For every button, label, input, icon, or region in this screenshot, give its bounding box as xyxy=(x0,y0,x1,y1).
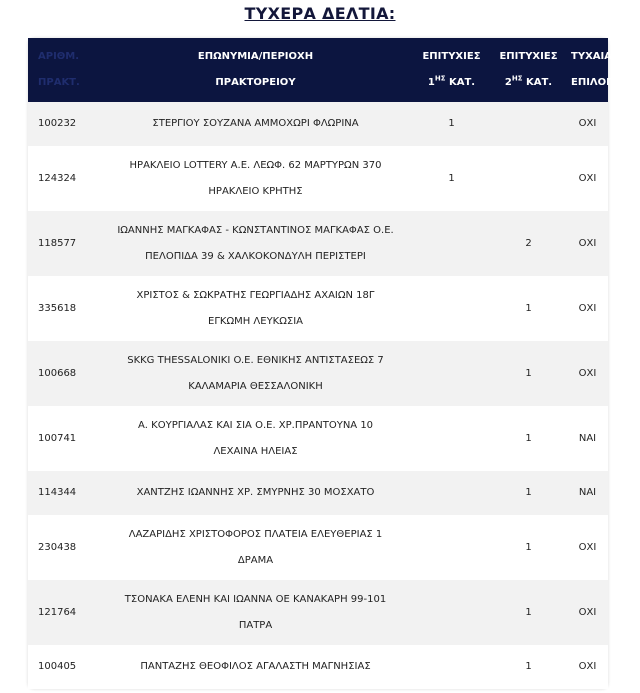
cell-second-category xyxy=(490,146,567,211)
table-row xyxy=(28,471,608,515)
cell-agency-number: 121764 xyxy=(38,606,77,618)
header-second-category-line2 xyxy=(494,70,563,96)
cell-second-category: 1 xyxy=(525,432,532,444)
cell-first-category xyxy=(413,515,490,580)
cell-agency-name-line2: ΠΕΛΟΠΙΔΑ 39 & ΧΑΛΚΟΚΟΝΔΥΛΗ ΠΕΡΙΣΤΕΡΙ xyxy=(145,250,366,262)
table-row xyxy=(28,515,608,580)
cell-agency-number: 230438 xyxy=(38,541,77,553)
cell-agency-name-line1: SKKG THESSALONIKI O.E. ΕΘΝΙΚΗΣ ΑΝΤΙΣΤΑΣΕΩΣ 7 xyxy=(127,354,384,366)
cell-random-selection: ΝΑΙ xyxy=(578,432,597,444)
cell-agency-name xyxy=(98,276,413,341)
table-header xyxy=(28,38,621,102)
header-first-category-kat: ΚΑΤ. xyxy=(445,77,476,88)
cell-first-category xyxy=(413,645,490,689)
cell-agency-name-line2: ΚΑΛΑΜΑΡΙΑ ΘΕΣΣΑΛΟΝΙΚΗ xyxy=(188,380,323,392)
cell-random-selection: ΟΧΙ xyxy=(578,606,597,618)
header-first-category-suffix: ΗΣ xyxy=(434,74,446,83)
cell-agency-number: 124324 xyxy=(38,172,77,184)
table-row xyxy=(28,211,608,276)
cell-first-category xyxy=(413,211,490,276)
page-title: ΤΥΧΕΡΑ ΔΕΛΤΙΑ: xyxy=(244,4,396,23)
cell-agency-number: 100668 xyxy=(38,367,77,379)
header-agency-name xyxy=(98,38,413,102)
cell-first-category xyxy=(413,471,490,515)
cell-agency-name xyxy=(98,341,413,406)
header-second-category-wins xyxy=(490,38,567,102)
header-random-selection xyxy=(567,38,621,102)
cell-agency-name-line1: ΧΡΙΣΤΟΣ & ΣΩΚΡΑΤΗΣ ΓΕΩΡΓΙΑΔΗΣ ΑΧΑΙΩΝ 18Γ xyxy=(136,289,375,301)
cell-agency-name-line1: ΛΑΖΑΡΙΔΗΣ ΧΡΙΣΤΟΦΟΡΟΣ ΠΛΑΤΕΙΑ ΕΛΕΥΘΕΡΙΑΣ 1 xyxy=(128,528,383,540)
cell-agency-number: 335618 xyxy=(38,302,77,314)
cell-agency-name-line1: ΗΡΑΚΛΕΙΟ LOTTERY Α.Ε. ΛΕΩΦ. 62 ΜΑΡΤΥΡΩΝ 370 xyxy=(129,159,382,171)
cell-first-category xyxy=(413,276,490,341)
header-second-category-number: 2 xyxy=(504,77,512,88)
header-second-category-kat: ΚΑΤ. xyxy=(522,77,553,88)
cell-agency-name-line1: ΠΑΝΤΑΖΗΣ ΘΕΟΦΙΛΟΣ ΑΓΑΛΑΣΤΗ ΜΑΓΝΗΣΙΑΣ xyxy=(140,661,371,672)
cell-agency-number: 100405 xyxy=(38,661,77,672)
cell-first-category: 1 xyxy=(448,118,455,129)
cell-agency-name-line1: ΣΤΕΡΓΙΟΥ ΣΟΥΖΑΝΑ ΑΜΜΟΧΩΡΙ ΦΛΩΡΙΝΑ xyxy=(152,118,359,129)
cell-second-category: 1 xyxy=(525,606,532,618)
cell-random-selection: ΟΧΙ xyxy=(578,367,597,379)
winning-tickets-table xyxy=(28,38,621,689)
cell-random-selection: ΟΧΙ xyxy=(578,302,597,314)
cell-first-category: 1 xyxy=(448,172,455,184)
cell-agency-name-line2: ΔΡΑΜΑ xyxy=(237,554,274,566)
table-header-row xyxy=(28,38,608,102)
cell-agency-name-line2: ΛΕΧΑΙΝΑ ΗΛΕΙΑΣ xyxy=(213,445,298,457)
cell-agency-name xyxy=(98,515,413,580)
cell-agency-name-line1: Α. ΚΟΥΡΓΙΑΛΑΣ ΚΑΙ ΣΙΑ Ο.Ε. ΧΡ.ΠΡΑΝΤΟΥΝΑ 10 xyxy=(137,419,374,431)
cell-first-category xyxy=(413,406,490,471)
cell-agency-number: 118577 xyxy=(38,237,77,249)
cell-second-category: 1 xyxy=(525,302,532,314)
header-agency-number-line2: ΠΡΑΚΤ. xyxy=(38,77,80,88)
cell-second-category: 1 xyxy=(525,367,532,379)
cell-agency-name xyxy=(98,211,413,276)
cell-agency-name xyxy=(98,471,413,515)
cell-second-category: 1 xyxy=(525,487,532,498)
cell-first-category xyxy=(413,341,490,406)
cell-agency-name xyxy=(98,580,413,645)
cell-agency-name xyxy=(98,146,413,211)
cell-agency-name-line1: ΙΩΑΝΝΗΣ ΜΑΓΚΑΦΑΣ - ΚΩΝΣΤΑΝΤΙΝΟΣ ΜΑΓΚΑΦΑΣ Ο.Ε. xyxy=(117,224,394,236)
cell-agency-name xyxy=(98,406,413,471)
header-random-selection-line2: ΕΠΙΛΟΓΗ xyxy=(571,77,621,88)
header-first-category-number: 1 xyxy=(427,77,435,88)
header-agency-number-line1: ΑΡΙΘΜ. xyxy=(38,51,80,62)
table-row xyxy=(28,276,608,341)
cell-second-category xyxy=(490,102,567,146)
header-first-category-wins xyxy=(413,38,490,102)
cell-random-selection: ΟΧΙ xyxy=(578,118,597,129)
header-agency-number xyxy=(28,38,98,102)
cell-agency-number: 114344 xyxy=(38,487,77,498)
cell-first-category xyxy=(413,580,490,645)
table-row xyxy=(28,146,608,211)
cell-agency-name xyxy=(98,645,413,689)
table-row xyxy=(28,406,608,471)
cell-agency-name-line1: ΤΣΟΝΑΚΑ ΕΛΕΝΗ ΚΑΙ ΙΩΑΝΝΑ ΟΕ ΚΑΝΑΚΑΡΗ 99-101 xyxy=(124,593,387,605)
header-agency-name-line1: ΕΠΩΝΥΜΙΑ/ΠΕΡΙΟΧΗ xyxy=(197,51,314,62)
cell-agency-number: 100232 xyxy=(38,118,77,129)
cell-random-selection: ΝΑΙ xyxy=(578,487,597,498)
cell-agency-name xyxy=(98,102,413,146)
header-second-category-line1: ΕΠΙΤΥΧΙΕΣ xyxy=(499,51,558,62)
table-body xyxy=(28,102,608,689)
table-row xyxy=(28,580,608,645)
header-agency-name-line2: ΠΡΑΚΤΟΡΕΙΟΥ xyxy=(215,77,296,88)
cell-second-category: 1 xyxy=(525,661,532,672)
cell-random-selection: ΟΧΙ xyxy=(578,541,597,553)
cell-second-category: 2 xyxy=(525,237,532,249)
header-random-selection-line1: ΤΥΧΑΙΑ xyxy=(571,51,612,62)
header-second-category-suffix: ΗΣ xyxy=(511,74,523,83)
cell-agency-name-line1: ΧΑΝΤΖΗΣ ΙΩΑΝΝΗΣ ΧΡ. ΣΜΥΡΝΗΣ 30 ΜΟΣΧΑΤΟ xyxy=(136,487,375,498)
header-first-category-line2 xyxy=(417,70,486,96)
table-row xyxy=(28,102,608,146)
cell-random-selection: ΟΧΙ xyxy=(578,172,597,184)
cell-agency-name-line2: ΕΓΚΩΜΗ ΛΕΥΚΩΣΙΑ xyxy=(208,315,303,327)
cell-random-selection: ΟΧΙ xyxy=(578,661,597,672)
cell-second-category: 1 xyxy=(525,541,532,553)
table-row xyxy=(28,645,608,689)
header-first-category-line1: ΕΠΙΤΥΧΙΕΣ xyxy=(422,51,481,62)
table-row xyxy=(28,341,608,406)
cell-random-selection: ΟΧΙ xyxy=(578,237,597,249)
cell-agency-name-line2: ΗΡΑΚΛΕΙΟ ΚΡΗΤΗΣ xyxy=(208,185,303,197)
cell-agency-number: 100741 xyxy=(38,432,77,444)
cell-agency-name-line2: ΠΑΤΡΑ xyxy=(238,619,273,631)
